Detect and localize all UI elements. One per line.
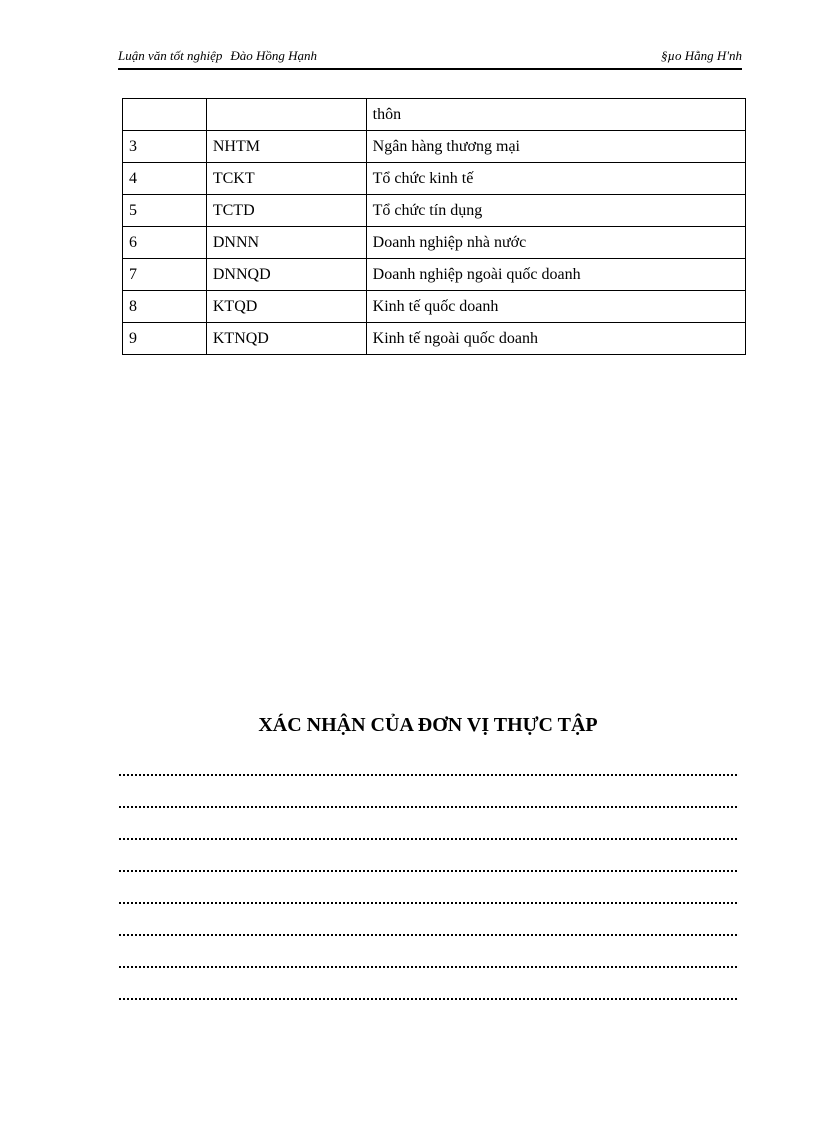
row-abbreviation: TCTD bbox=[206, 195, 366, 227]
row-meaning: Tổ chức kinh tế bbox=[366, 163, 745, 195]
table-row bbox=[123, 195, 746, 227]
dotted-line bbox=[119, 880, 737, 912]
row-number: 5 bbox=[123, 195, 207, 227]
row-meaning: Ngân hàng thương mại bbox=[366, 131, 745, 163]
dotted-line bbox=[119, 784, 737, 816]
row-number bbox=[123, 99, 207, 131]
table-row bbox=[123, 227, 746, 259]
row-abbreviation: KTNQD bbox=[206, 323, 366, 355]
row-meaning: Kinh tế ngoài quốc doanh bbox=[366, 323, 745, 355]
header-right: §µo Hằng H'nh bbox=[660, 48, 742, 63]
row-meaning: Doanh nghiệp nhà nước bbox=[366, 227, 745, 259]
row-abbreviation bbox=[206, 99, 366, 131]
header-author: Đào Hồng Hạnh bbox=[230, 48, 318, 63]
row-abbreviation: DNNQD bbox=[206, 259, 366, 291]
page-header bbox=[118, 48, 742, 70]
row-number: 8 bbox=[123, 291, 207, 323]
confirmation-title: XÁC NHẬN CỦA ĐƠN VỊ THỰC TẬP bbox=[258, 714, 598, 736]
row-abbreviation: NHTM bbox=[206, 131, 366, 163]
row-number: 3 bbox=[123, 131, 207, 163]
dotted-line bbox=[119, 848, 737, 880]
row-meaning: Tổ chức tín dụng bbox=[366, 195, 745, 227]
header-thesis-title: Luận văn tốt nghiệp bbox=[118, 48, 223, 63]
dotted-line bbox=[119, 752, 737, 784]
table-row bbox=[123, 323, 746, 355]
row-abbreviation: DNNN bbox=[206, 227, 366, 259]
header-left bbox=[118, 48, 317, 64]
row-abbreviation: KTQD bbox=[206, 291, 366, 323]
abbreviation-table bbox=[122, 98, 746, 355]
row-number: 4 bbox=[123, 163, 207, 195]
row-number: 6 bbox=[123, 227, 207, 259]
row-meaning: Kinh tế quốc doanh bbox=[366, 291, 745, 323]
dotted-line bbox=[119, 912, 737, 944]
table-row bbox=[123, 291, 746, 323]
confirmation-dotted-lines bbox=[119, 752, 737, 1008]
dotted-line bbox=[119, 944, 737, 976]
dotted-line bbox=[119, 816, 737, 848]
table-row bbox=[123, 99, 746, 131]
table-row bbox=[123, 131, 746, 163]
row-abbreviation: TCKT bbox=[206, 163, 366, 195]
table-row bbox=[123, 163, 746, 195]
row-meaning: thôn bbox=[366, 99, 745, 131]
row-number: 9 bbox=[123, 323, 207, 355]
row-number: 7 bbox=[123, 259, 207, 291]
dotted-line bbox=[119, 976, 737, 1008]
table-row bbox=[123, 259, 746, 291]
row-meaning: Doanh nghiệp ngoài quốc doanh bbox=[366, 259, 745, 291]
